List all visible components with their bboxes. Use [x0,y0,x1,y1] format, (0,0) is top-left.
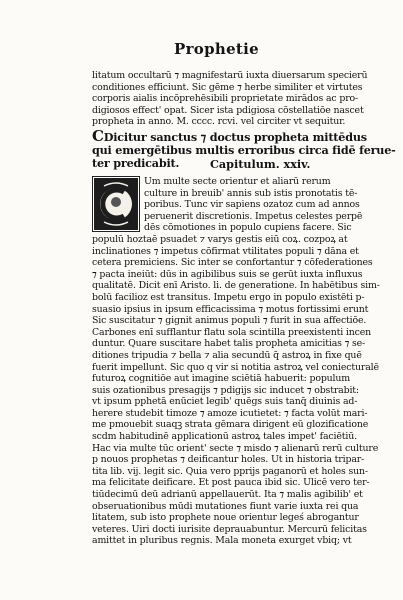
text-line: herere studebit timoze ⁊ amoze icutietet: ⁊ facta volūt mari- [92,407,368,419]
text-line: corporis aialis incōprehēsibili proprietate mirādos ac pro- [92,93,359,105]
paragraph-intro [92,70,368,128]
text-line: veteres. Uiri docti iurisite deprauabuntur. Mercurū felicitas [92,523,367,535]
heading-line-2: qui emergētibus multis erroribus circa fidē ferue- [92,142,396,157]
heading-line-1 [92,127,367,145]
text-line: dēs cōmotiones in populo cupiens facere. Sic [144,222,352,234]
text-line: tiūdecimū deū adrianū appellauerūt. Ita ⁊ malis agibilib' et [92,489,363,501]
text-line: suis ozationibus presagijs ⁊ pdigijs sic inducet ⁊ obstrabit: [92,384,359,396]
text-line: litatum occultarū ⁊ magnifestarū iuxta diuersarum specierū [92,70,368,81]
chapter-label: Capitulum. xxiv. [210,157,311,171]
running-head: Prophetie [174,40,259,58]
text-line: bolū facilioz est transitus. Impetu ergo in populo existēti p- [92,291,365,303]
text-line: populū hoztaē psuadet ⁊ varys gestis eiū coꝝ. cozpoꝝ at [92,233,348,245]
text-line: me pmouebit suaqꝫ strata gēmara dirigent eū glozificatione [92,419,369,431]
text-line: propheta in anno. M. cccc. rcvi. vel circiter vt sequitur. [92,116,346,128]
text-line: cetera premiciens. Sic inter se confortantur ⁊ cōfederationes [92,257,373,269]
paragraph-mark-icon: C [92,127,104,145]
text-line: ⁊ pacta ineiūt: dūs in agibilibus suis se gerūt iuxta influxus [92,268,363,280]
text-line: p nouos prophetas ⁊ deificantur holes. Ut in historia tripar- [92,454,365,466]
text-line: tita lib. vij. legit sic. Quia vero pprijs paganorū et holes sun- [92,465,368,477]
text-line: conditiones efficiunt. Sic gēme ⁊ herbe similiter et virtutes [92,81,363,93]
text-line: duntur. Quare suscitare habet talis propheta amicitias ⁊ se- [92,338,366,350]
text-line: fuerit impellunt. Sic quo q vir si notitia astroꝝ vel coniecturalē [92,361,379,373]
text-line: amittet in pluribus regnis. Mala moneta exurget vbiq; vt [92,535,352,547]
text-line: vt ipsum pphetā enūciet legib' quēgs suis tanq̄ diuinis ad- [92,396,358,408]
text-line: Carbones enī sufflantur flatu sola scintilla preexistenti incen [92,326,372,338]
paragraph-main [92,176,380,547]
text-line: Sic suscitatur ⁊ gignit animus populi ⁊ furit in sua affectiōe. [92,315,367,327]
text-line: digiosos effect' opat. Sicer ista pdigiosa cōstellatiōe nascet [92,104,364,116]
text-line: litatem, sub isto prophete noue orientur legeś abrogantur [92,512,359,524]
text-line: obseruationibus mūdi mutationes fiunt varie iuxta rei qua [92,500,359,512]
text-line: ditiones tripudia ⁊ bella ⁊ alia secundū q̄ astroꝝ in fixe quē [92,349,362,361]
text-line: peruenerit discretionis. Impetus celestes perpē [144,210,363,222]
heading-text: Dicitur sanctus ⁊ doctus propheta mittēdus [103,130,367,144]
heading-line-3: ter predicabit. [92,156,180,170]
text-line: ma felicitate deificare. Et post pauca ibid sic. Ulicē vero ter- [92,477,370,489]
text-line: Hac via multe tūc orient' secte ⁊ misdo ⁊ alienarū rerū culture [92,442,379,454]
text-line: inclinationes ⁊ impetus cōfirmat vtilitates populi ⁊ dāna et [92,245,359,257]
text-line: Um multe secte orientur et aliarū rerum [144,176,331,187]
text-line: scdm habitudinē applicationū astroꝝ tales impet' faciētiū. [92,431,357,443]
text-line: suasio ipsius in ipsum efficacissima ⁊ motus fortissimi erunt [92,303,369,315]
text-line: futuroꝝ cognitiōe aut imagine sciētiā habuerit: populum [92,373,351,385]
text-line: qualitatē. Dicit enī Aristo. li. de generatione. In habētibus sim- [92,280,380,292]
text-line: culture in breuib' annis sub istis pronotatis tē- [144,187,358,199]
text-line: poribus. Tunc vir sapiens ozatoz cum ad annos [144,199,360,211]
